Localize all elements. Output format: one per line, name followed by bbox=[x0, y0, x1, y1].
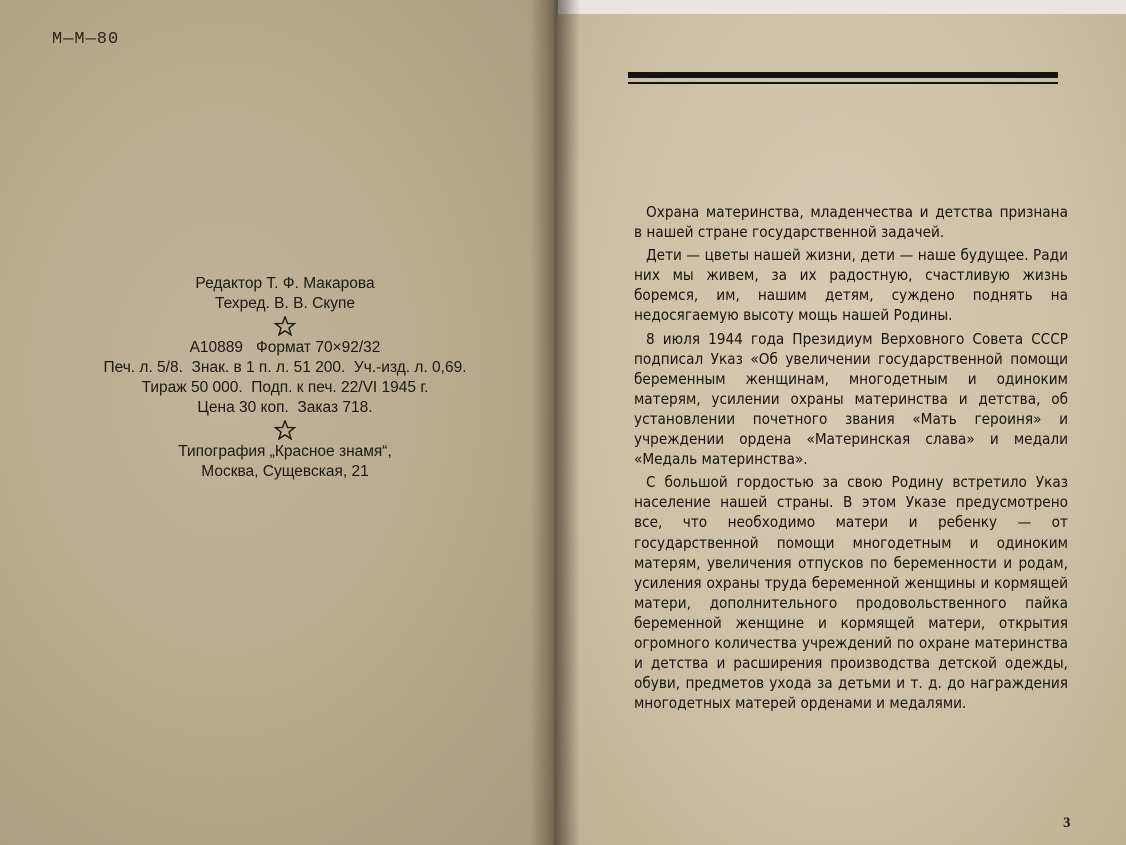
page-number: 3 bbox=[1063, 815, 1071, 831]
print-sheets-line: Печ. л. 5/8. Знак. в 1 п. л. 51 200. Уч.-изд. л. 0,69. bbox=[103, 359, 467, 376]
imprint-block bbox=[40, 274, 530, 482]
main-text bbox=[634, 202, 1068, 716]
format-line: А10889 Формат 70×92/32 bbox=[189, 339, 381, 356]
paragraph: С большой гордостью за свою Родину встретило Указ население нашей страны. В этом Указе предусмотрено все, что необходимо матери и ребенку — от государственной помощи многодетным и одиноким матерям, увеличения отпусков по беременности и родам, усиления охраны труда беременной женщины и кормящей матери, дополнительного продовольственного пайка беременной женщине и кормящей матери, открытия огромного количества учреждений по охране материнства и детства и расширения производства детской одежды, обуви, предметов ухода за детьми и т. д. до награждения многодетных матерей орденами и медалями. bbox=[634, 473, 1068, 713]
paragraph: Охрана материнства, младенчества и детства признана в нашей стране государственной задачей. bbox=[634, 203, 1068, 242]
star-icon bbox=[274, 316, 296, 336]
left-page bbox=[0, 0, 558, 845]
printer-line: Типография „Красное знамя“, bbox=[178, 443, 392, 460]
price-line: Цена 30 коп. Заказ 718. bbox=[197, 399, 373, 416]
tech-editor-line: Техред. В. В. Скупе bbox=[215, 295, 355, 312]
editor-line: Редактор Т. Ф. Макарова bbox=[195, 275, 375, 292]
header-rule-thick bbox=[628, 72, 1058, 78]
star-icon bbox=[274, 420, 296, 440]
print-run-line: Тираж 50 000. Подп. к печ. 22/VI 1945 г. bbox=[141, 379, 429, 396]
paragraph: 8 июля 1944 года Президиум Верховного Совета СССР подписал Указ «Об увеличении государственной помощи беременным женщинам, многодетным и одиноким матерям, усилении охраны материнства и детства, об установлении почетного звания «Мать героиня» и учреждении ордена «Материнская слава» и медали «Медаль материнства». bbox=[634, 329, 1068, 469]
header-rule-thin bbox=[628, 82, 1058, 84]
address-line: Москва, Сущевская, 21 bbox=[201, 463, 369, 480]
page-code: М—М—80 bbox=[52, 30, 120, 49]
paragraph: Дети — цветы нашей жизни, дети — наше будущее. Ради них мы живем, за их радостную, счастливую жизнь боремся, им, нашим детям, суждено поднять на недосягаемую высоту мощь нашей Родины. bbox=[634, 246, 1068, 325]
